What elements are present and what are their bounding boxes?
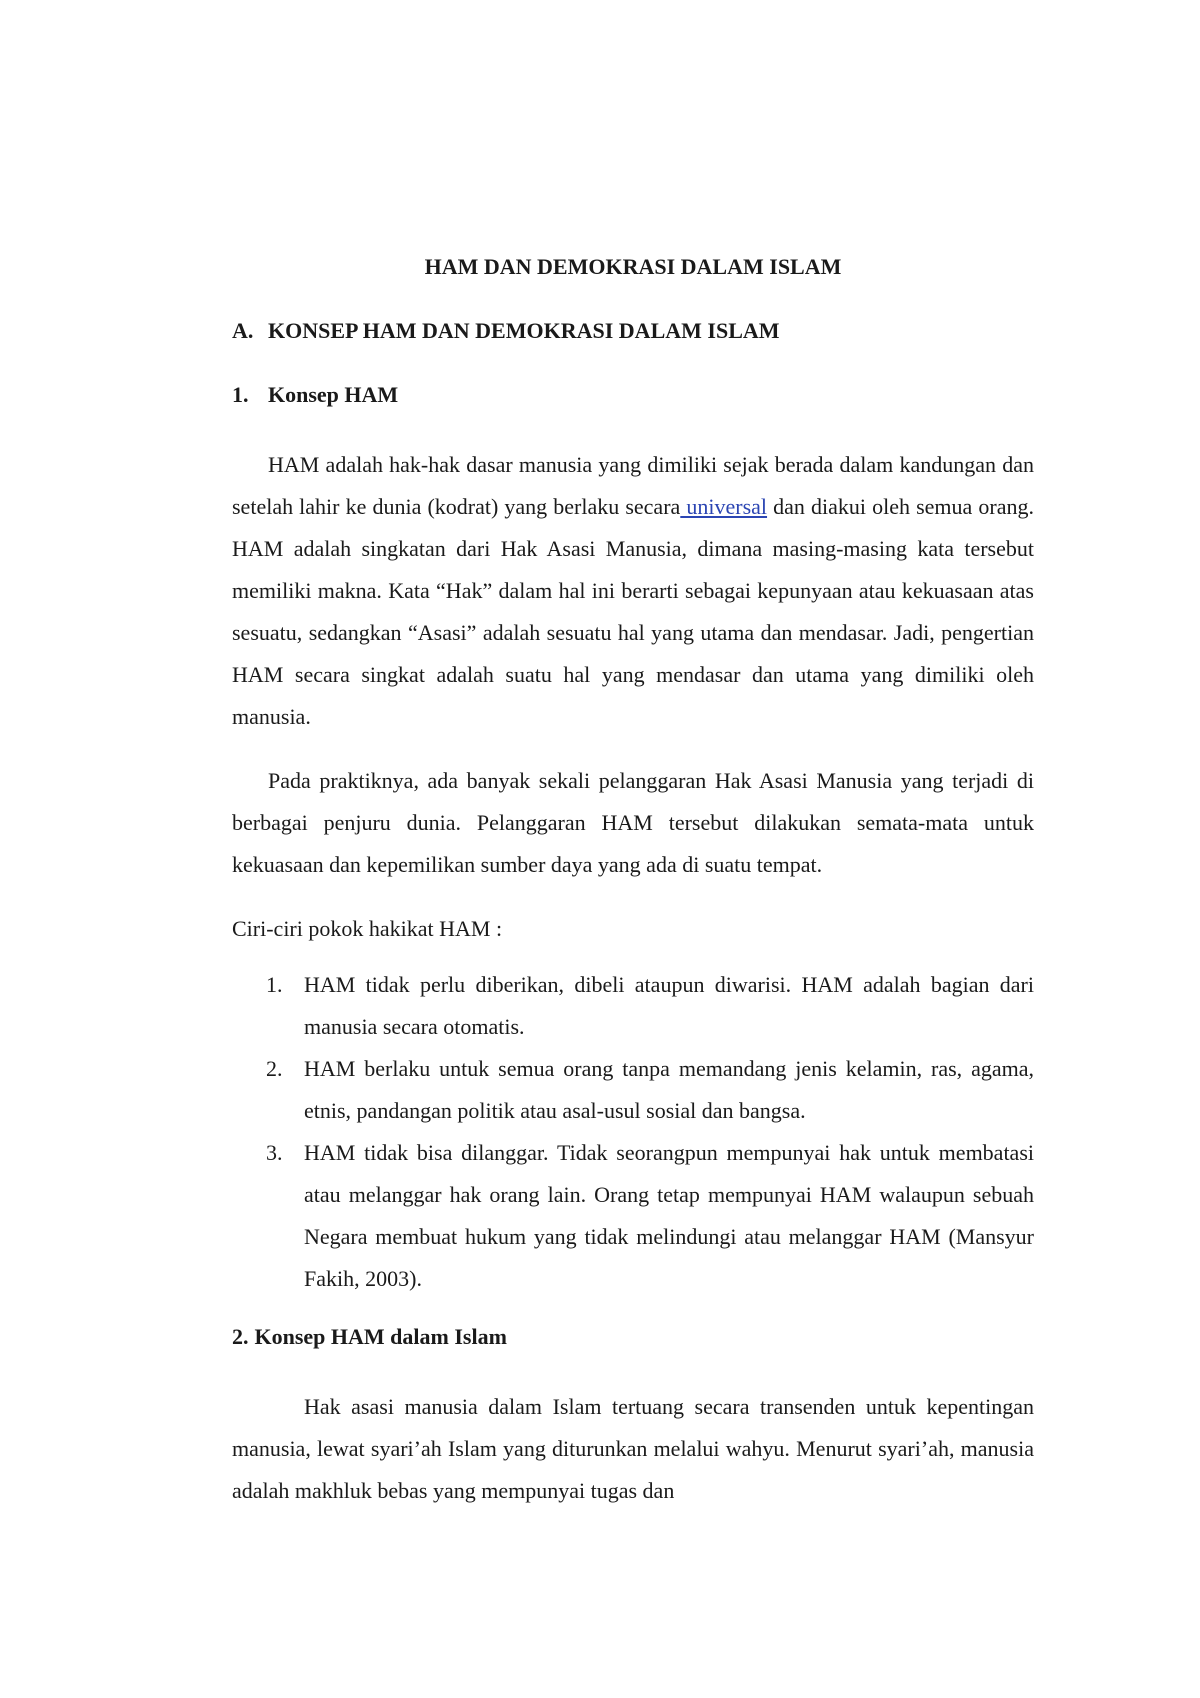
document-title: HAM DAN DEMOKRASI DALAM ISLAM [424,254,842,279]
paragraph-ham-text-before-link: HAM adalah hak-hak dasar manusia yang dimiliki sejak berada dalam kandungan dan setelah lahir ke dunia (kodrat) yang berlaku secara [232,452,1034,519]
list-item [232,1048,1034,1132]
paragraph-ham-text-after-link: dan diakui oleh semua orang. HAM adalah singkatan dari Hak Asasi Manusia, dimana masing-masing kata tersebut memiliki makna. Kata “Hak” dalam hal ini berarti sebagai kepunyaan atau kekuasaan atas sesuatu, sedangkan “Asasi” adalah sesuatu hal yang utama dan mendasar. Jadi, pengertian HAM secara singkat adalah suatu hal yang mendasar dan utama yang dimiliki oleh manusia. [232,494,1034,729]
subsection-1-title: Konsep HAM [268,382,399,407]
ciri-ciri-lead: Ciri-ciri pokok hakikat HAM : [232,916,503,941]
subsection-2-title: Konsep HAM dalam Islam [254,1324,507,1349]
list-item-number: 2. [266,1056,283,1081]
list-item [232,964,1034,1048]
subsection-2-number: 2. [232,1324,249,1349]
list-item-text: HAM tidak perlu diberikan, dibeli ataupun diwarisi. HAM adalah bagian dari manusia secara otomatis. [304,972,1034,1039]
paragraph-ham-violations: Pada praktiknya, ada banyak sekali pelanggaran Hak Asasi Manusia yang terjadi di berbagai penjuru dunia. Pelanggaran HAM tersebut dilakukan semata-mata untuk kekuasaan dan kepemilikan sumber daya yang ada di suatu tempat. [232,768,1034,877]
list-item [232,1132,1034,1300]
paragraph-ham-islam: Hak asasi manusia dalam Islam tertuang secara transenden untuk kepentingan manusia, lewat syari’ah Islam yang diturunkan melalui wahyu. Menurut syari’ah, manusia adalah makhluk bebas yang mempunyai tugas dan [232,1394,1034,1503]
ciri-ciri-list [232,964,1034,1300]
section-a-title: KONSEP HAM DAN DEMOKRASI DALAM ISLAM [268,318,780,343]
subsection-2-heading [232,1322,1034,1352]
universal-link[interactable]: universal [680,494,768,519]
paragraph-ham-definition [232,444,1034,738]
list-item-number: 3. [266,1140,283,1165]
subsection-1-number: 1. [232,382,249,407]
section-a-number: A. [232,318,254,343]
list-item-text: HAM berlaku untuk semua orang tanpa memandang jenis kelamin, ras, agama, etnis, pandangan politik atau asal-usul sosial dan bangsa. [304,1056,1034,1123]
section-a-heading [232,316,1034,346]
subsection-1-heading [232,380,1034,410]
list-item-number: 1. [266,972,283,997]
document-body [232,252,1034,1534]
list-item-text: HAM tidak bisa dilanggar. Tidak seorangpun mempunyai hak untuk membatasi atau melanggar hak orang lain. Orang tetap mempunyai HAM walaupun sebuah Negara membuat hukum yang tidak melindungi atau melanggar HAM (Mansyur Fakih, 2003). [304,1140,1034,1291]
